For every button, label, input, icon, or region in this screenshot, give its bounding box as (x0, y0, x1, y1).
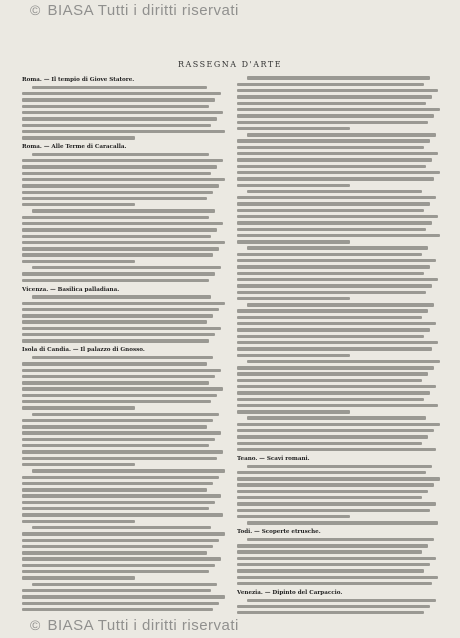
article-heading: Roma. — Alle Terme di Caracalla. (22, 143, 127, 150)
right-column (237, 74, 442, 614)
article (22, 347, 227, 614)
article-body (237, 597, 442, 614)
text-line (237, 447, 442, 453)
article (237, 456, 442, 526)
text-line (22, 613, 227, 614)
article (237, 590, 442, 614)
article (237, 529, 442, 587)
article (22, 144, 227, 284)
watermark-text: BIASA Tutti i diritti riservati (47, 2, 239, 19)
article-heading: Roma. — Il tempio di Giove Statore. (22, 77, 135, 83)
running-head: RASSEGNA D'ARTE (177, 60, 283, 69)
article-body (22, 294, 227, 344)
article-heading: Todi. — Scoperte etrusche. (237, 529, 321, 536)
article-body (22, 151, 227, 283)
text-line (22, 277, 227, 283)
watermark-top (30, 2, 430, 19)
text-line (237, 610, 442, 614)
text-line (237, 520, 442, 526)
article (237, 75, 442, 453)
watermark-bottom (30, 617, 430, 634)
text-line (22, 135, 227, 141)
article-body (237, 536, 442, 586)
text-line (237, 580, 442, 586)
article-body (237, 75, 442, 453)
copyright-symbol: © (30, 617, 41, 633)
article (22, 77, 227, 141)
article-heading: Venezia. — Dipinto del Carpaccio. (237, 589, 343, 596)
article-body (22, 84, 227, 141)
article-body (237, 463, 442, 526)
article-heading: Vicenza. — Basilica palladiana. (22, 286, 120, 293)
article-heading: Teano. — Scavi romani. (237, 455, 310, 462)
left-column (22, 74, 227, 614)
article-heading: Isola di Candia. — Il palazzo di Gnosso. (22, 347, 145, 354)
article-body (22, 354, 227, 614)
copyright-symbol: © (30, 2, 41, 18)
watermark-text: BIASA Tutti i diritti riservati (47, 617, 239, 634)
article (22, 287, 227, 345)
text-line (22, 338, 227, 344)
